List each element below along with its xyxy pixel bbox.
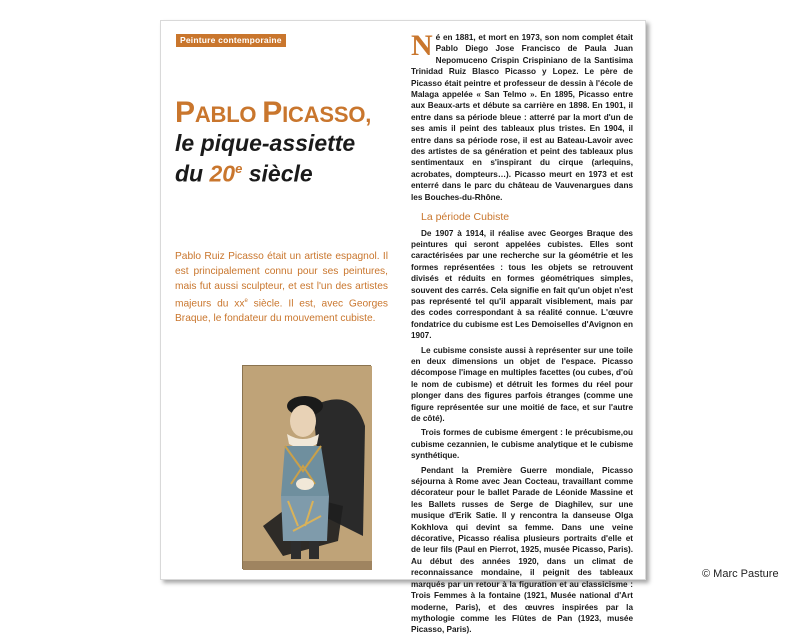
- article-body: [411, 29, 633, 639]
- subtitle-prefix: du: [175, 160, 210, 187]
- article-paragraph-3: Le cubisme consiste aussi à représenter sur une toile en deux dimensions un objet de l'espace. Picasso décompose l'image en multiples facettes (ou cubes, d'où le nom de cubisme) et détruit les formes du réel pour plonger dans des figures parfois étranges (comme une figure représentée sur une moitié de face, et sur l'autre de côté).: [411, 345, 633, 423]
- magazine-page: [160, 20, 646, 635]
- intro-text-1: Pablo Ruiz Picasso était un artiste espagnol. Il est principalement connu pour ses peintures, mais fut aussi sculpteur, et est l'un des artistes majeurs du xx: [175, 251, 388, 310]
- photo-credit: © Marc Pasture: [702, 568, 779, 580]
- article-paragraph-1: [411, 29, 633, 203]
- subtitle-number: 20: [209, 160, 236, 187]
- article-title: [175, 97, 395, 187]
- title-initial-1: P: [175, 96, 195, 129]
- category-tag: Peinture contemporaine: [176, 34, 286, 47]
- title-subtitle-line1: le pique-assiette: [175, 130, 356, 156]
- subtitle-suffix: siècle: [242, 160, 313, 187]
- title-rest-2: ICASSO,: [282, 102, 372, 127]
- title-main: [175, 97, 395, 131]
- article-paragraph-4: Trois formes de cubisme émergent : le précubisme,ou cubisme cezannien, le cubisme analytique et le cubisme synthétique.: [411, 428, 633, 461]
- section-heading: La période Cubiste: [421, 211, 510, 224]
- title-subtitle-line2: [175, 156, 395, 187]
- intro-sup: e: [244, 298, 248, 304]
- paragraph-1-text: é en 1881, et mort en 1973, son nom complet était Pablo Diego Jose Francisco de Paula Juan Nepomuceno Crispin Crispiniano de la Santisima Trinidad Ruiz Blasco Picasso y Lopez. Le père de Picasso était peintre et professeur de dessin à l'école de Malaga appelée « San Telmo ». En 1895, Picasso entre aux Beaux-arts et débute sa carrière en 1898. En 1901, il entre dans sa période bleue : atterré par la mort d'un de ses amis il peint des tableaux plus tristes. En 1904, il entre dans sa période rose, il est au Bateau-Lavoir avec des artistes de sa génération et peint des tableaux plus sentimentaux en s'inspirant du cirque (arlequins, acrobates, dompteurs…). Picasso meurt en 1973 et est enterré dans le parc du château de Vauvenargues dans les Bouches-du-Rhône.: [411, 33, 633, 202]
- dropcap: N: [411, 29, 433, 62]
- article-paragraph-5: Pendant la Première Guerre mondiale, Picasso séjourna à Rome avec Jean Cocteau, travaillant comme décorateur pour le ballet Parade de Léonide Massine et les Ballets russes de Serge de Diaghilev, sur une musique d'Erik Satie. Il y rencontra la danseuse Olga Kokhlova qui devint sa femme. Dans une veine décorative, Picasso réalisa plusieurs portraits d'elle et de leur fils (Paul en Pierrot, 1925, musée Picasso, Paris). Au début des années 1920, dans un climat de reconnaissance mondaine, il peignit des tableaux marqués par un retour à la figuration et au classicisme : Trois Femmes à la fontaine (1921, Musée national d'Art moderne, Paris), et des œuvres inspirées par la mythologie comme les Flûtes de Pan (1923, musée Picasso, Paris).: [411, 465, 633, 635]
- article-paragraph-2: De 1907 à 1914, il réalise avec Georges Braque des peintures qui seront appelées cubistes. Elles sont caractérisées par une recherche sur la géométrie et les formes représentées : tous les objets se retrouvent divisés et réduits en formes géométriques simples, souvent des carrés. Cela signifie en fait qu'un objet n'est pas représenté tel qu'il apparaît visiblement, mais par des codes correspondant à sa réalité connue. L'œuvre fondatrice du cubisme est Les Demoiselles d'Avignon en 1907.: [411, 228, 633, 341]
- title-rest-1: ABLO: [194, 102, 263, 127]
- harlequin-child-painting: [242, 365, 371, 569]
- intro-paragraph: [175, 249, 388, 326]
- intro-text-2: siècle. Il est, avec Georges Braque, le fondateur du mouvement cubiste.: [175, 298, 388, 325]
- title-initial-2: P: [262, 96, 283, 129]
- subtitle-sup: e: [235, 161, 243, 176]
